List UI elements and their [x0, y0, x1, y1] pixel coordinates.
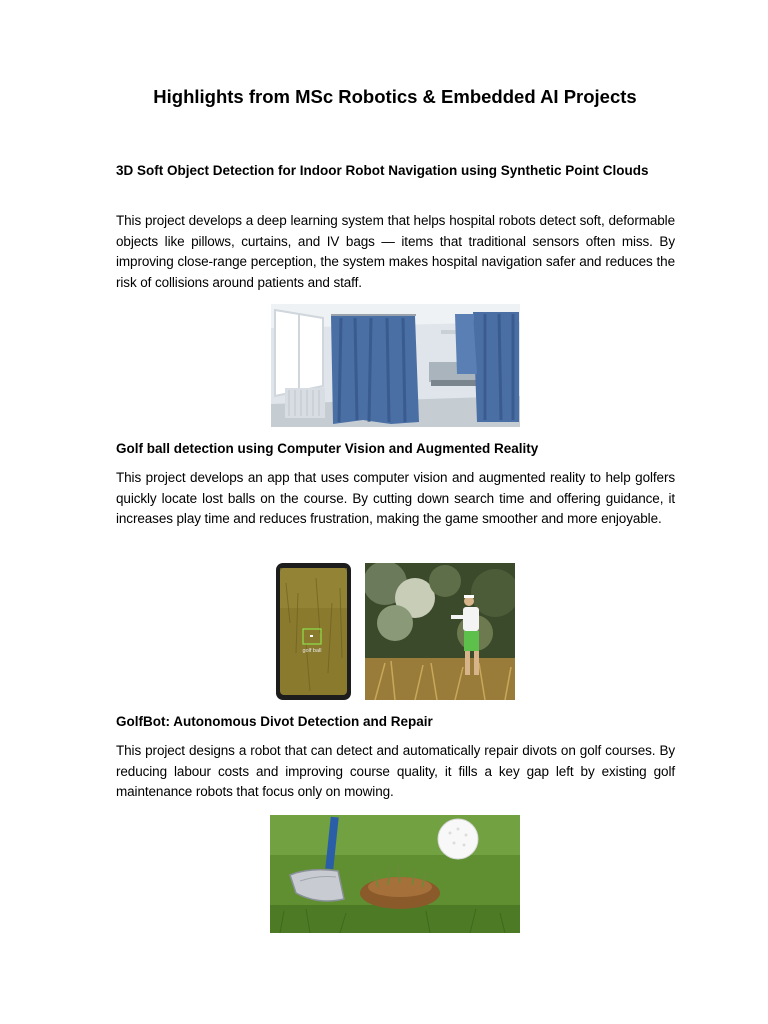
section-heading-golf-ball: Golf ball detection using Computer Vision and Augmented Reality	[116, 441, 539, 456]
phone-detection-image	[276, 563, 351, 700]
section-body-golf-ball: This project develops an app that uses computer vision and augmented reality to help golfers quickly locate lost balls on the course. By cutting down search time and offering guidance, it increases play time and reduces frustration, making the game smoother and more enjoyable.	[116, 470, 675, 527]
page-title: Highlights from MSc Robotics & Embedded AI Projects	[153, 86, 637, 107]
phone-detection-label: golf ball	[302, 648, 322, 654]
section-heading-soft-object: 3D Soft Object Detection for Indoor Robot Navigation using Synthetic Point Clouds	[116, 163, 649, 178]
hospital-curtain-image	[271, 304, 520, 427]
section-heading-golfbot: GolfBot: Autonomous Divot Detection and Repair	[116, 714, 433, 729]
golfer-searching-image	[365, 563, 515, 700]
section-body-golfbot: This project designs a robot that can detect and automatically repair divots on golf courses. By reducing labour costs and improving course quality, it fills a key gap left by existing golf maintenance robots that focus only on mowing.	[116, 743, 675, 800]
section-body-soft-object: This project develops a deep learning system that helps hospital robots detect soft, deformable objects like pillows, curtains, and IV bags — items that traditional sensors often miss. By improving close-range perception, the system makes hospital navigation safer and reduces the risk of collisions around patients and staff.	[116, 213, 675, 291]
golf-divot-image	[270, 815, 520, 933]
